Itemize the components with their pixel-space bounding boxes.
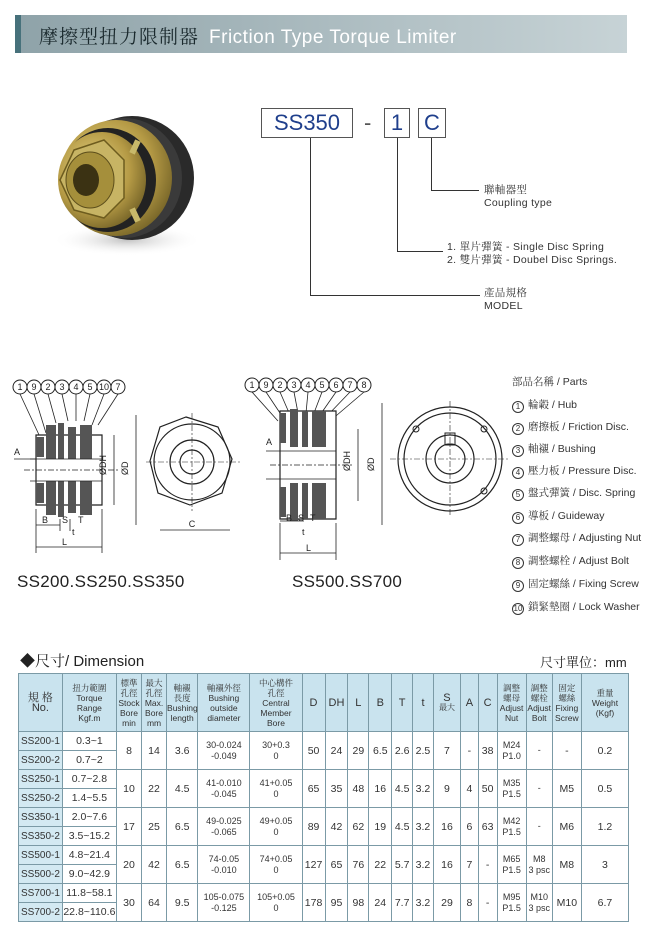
dim-label-DH: ØDH [342, 451, 352, 471]
product-photo [32, 100, 202, 260]
max-bore-cell: 22 [142, 770, 167, 808]
D-cell: 50 [302, 732, 325, 770]
S-cell: 9 [433, 770, 460, 808]
table-row [19, 846, 629, 865]
parts-item [512, 576, 639, 592]
torque-cell: 9.0~42.9 [62, 865, 116, 884]
leader-line [397, 138, 398, 251]
code-dash: - [364, 110, 372, 135]
dim-label-T: T [310, 513, 316, 523]
max-bore-cell: 25 [142, 808, 167, 846]
model-cell: SS500-1 [19, 846, 63, 865]
DH-cell: 95 [325, 884, 348, 922]
bushing-length-cell: 4.5 [167, 770, 198, 808]
C-cell: 38 [478, 732, 497, 770]
part-label: 盤式彈簧 / Disc. Spring [528, 487, 636, 499]
callout-number: 10 [98, 382, 110, 392]
model-zh: 產品規格 [484, 287, 528, 299]
part-number: 3 [512, 445, 524, 457]
L-cell: 62 [348, 808, 369, 846]
t-cell: 3.2 [413, 884, 434, 922]
table-row [19, 732, 629, 751]
col-header-no: 規 格 No. [19, 674, 63, 732]
max-bore-cell: 42 [142, 846, 167, 884]
dim-label-t: t [302, 527, 305, 537]
central-bore-cell: 41+0.05 0 [250, 770, 302, 808]
bushing-od-cell: 41-0.010 -0.045 [198, 770, 250, 808]
code-coupling-box: C [418, 108, 446, 138]
dim-label-S: S [62, 515, 69, 525]
code-spring-box: 1 [384, 108, 410, 138]
table-row [19, 770, 629, 789]
part-number: 5 [512, 489, 524, 501]
parts-item [512, 553, 629, 569]
col-header-fixing-screw: 固定 螺絲 Fixing Screw [552, 674, 581, 732]
part-label: 輪轂 / Hub [528, 399, 578, 411]
col-header-C: C [478, 674, 497, 732]
central-bore-cell: 105+0.05 0 [250, 884, 302, 922]
col-header-stock-bore: 標準 孔徑 Stock Bore min [117, 674, 142, 732]
A-cell: 6 [461, 808, 479, 846]
A-cell: 8 [461, 884, 479, 922]
dimension-unit: 尺寸單位：mm [540, 655, 627, 670]
table-row [19, 808, 629, 827]
model-cell: SS350-1 [19, 808, 63, 827]
t-cell: 3.2 [413, 808, 434, 846]
col-header-max-bore: 最大 孔徑 Max. Bore mm [142, 674, 167, 732]
part-label: 磨擦板 / Friction Disc. [528, 421, 629, 433]
parts-item [512, 599, 640, 615]
model-annotation [484, 287, 527, 313]
leader-line [431, 190, 479, 191]
callout-number: 4 [73, 382, 79, 392]
C-cell: - [478, 884, 497, 922]
part-label: 調整螺母 / Adjusting Nut [528, 532, 642, 544]
callout-number: 7 [115, 382, 121, 392]
dim-label-B: B [286, 513, 293, 523]
T-cell: 5.7 [392, 846, 413, 884]
S-cell: 16 [433, 846, 460, 884]
adjust-bolt-cell: - [526, 732, 552, 770]
right-model-label: SS500.SS700 [292, 572, 403, 591]
bushing-length-cell: 9.5 [167, 884, 198, 922]
central-bore-cell: 49+0.05 0 [250, 808, 302, 846]
dimension-title: ◆尺寸/ Dimension [20, 653, 145, 670]
fixing-screw-cell: M8 [552, 846, 581, 884]
S-cell: 29 [433, 884, 460, 922]
stock-bore-cell: 10 [117, 770, 142, 808]
dim-label-D: ØD [120, 461, 130, 475]
code-model-box: SS350 [261, 108, 353, 138]
col-header-A: A [461, 674, 479, 732]
left-model-label: SS200.SS250.SS350 [17, 572, 185, 591]
col-header-B: B [369, 674, 392, 732]
torque-cell: 0.7~2 [62, 751, 116, 770]
spring-option-2: 2. 雙片彈簧 - Doubel Disc Springs. [447, 254, 618, 266]
adjust-nut-cell: M42 P1.5 [497, 808, 526, 846]
parts-item [512, 419, 629, 435]
max-bore-cell: 64 [142, 884, 167, 922]
central-bore-cell: 74+0.05 0 [250, 846, 302, 884]
callout-number: 2 [277, 380, 283, 390]
L-cell: 76 [348, 846, 369, 884]
col-header-bushing-od: 軸襯外徑 Bushing outside diameter [198, 674, 250, 732]
dim-label-DH: ØDH [98, 455, 108, 475]
parts-item [512, 530, 641, 546]
DH-cell: 42 [325, 808, 348, 846]
bushing-length-cell: 3.6 [167, 732, 198, 770]
stock-bore-cell: 30 [117, 884, 142, 922]
dim-label-L: L [306, 543, 312, 553]
coupling-annotation [484, 184, 552, 210]
C-cell: 63 [478, 808, 497, 846]
dim-label-T: T [78, 515, 84, 525]
A-cell: 4 [461, 770, 479, 808]
C-cell: 50 [478, 770, 497, 808]
T-cell: 2.6 [392, 732, 413, 770]
callout-number: 5 [87, 382, 93, 392]
bushing-od-cell: 74-0.05 -0.010 [198, 846, 250, 884]
T-cell: 7.7 [392, 884, 413, 922]
dim-label-t: t [72, 527, 75, 537]
spring-annotation [447, 241, 617, 267]
col-header-S: S 最大 [433, 674, 460, 732]
max-bore-cell: 14 [142, 732, 167, 770]
callout-number: 3 [59, 382, 65, 392]
part-number: 10 [513, 604, 523, 613]
B-cell: 16 [369, 770, 392, 808]
parts-item [512, 508, 604, 524]
parts-item [512, 463, 637, 479]
col-header-adjust-nut: 調整 螺母 Adjust Nut [497, 674, 526, 732]
parts-item [512, 397, 577, 413]
weight-cell: 6.7 [581, 884, 628, 922]
callout-number: 7 [347, 380, 353, 390]
t-cell: 3.2 [413, 770, 434, 808]
col-header-D: D [302, 674, 325, 732]
model-cell: SS700-2 [19, 903, 63, 922]
stock-bore-cell: 8 [117, 732, 142, 770]
L-cell: 29 [348, 732, 369, 770]
stock-bore-cell: 20 [117, 846, 142, 884]
col-header-L: L [348, 674, 369, 732]
L-cell: 98 [348, 884, 369, 922]
B-cell: 24 [369, 884, 392, 922]
part-label: 導板 / Guideway [528, 510, 605, 522]
callout-number: 5 [319, 380, 325, 390]
title-en: Friction Type Torque Limiter [209, 27, 457, 48]
dim-label-C: C [188, 519, 196, 529]
spring-option-1: 1. 單片彈簧 - Single Disc Spring [447, 241, 605, 253]
torque-cell: 22.8~110.6 [62, 903, 116, 922]
callout-number: 9 [31, 382, 37, 392]
dim-label-S: S [298, 513, 305, 523]
col-header-weight: 重量 Weight (Kgf) [581, 674, 628, 732]
col-header-central-bore: 中心構件 孔徑 Central Member Bore [250, 674, 302, 732]
t-cell: 2.5 [413, 732, 434, 770]
callout-number: 1 [249, 380, 255, 390]
part-label: 軸襯 / Bushing [528, 443, 596, 455]
D-cell: 89 [302, 808, 325, 846]
part-number: 7 [512, 534, 524, 546]
torque-cell: 1.4~5.5 [62, 789, 116, 808]
B-cell: 22 [369, 846, 392, 884]
fixing-screw-cell: M5 [552, 770, 581, 808]
part-number: 4 [512, 467, 524, 479]
dim-label-L: L [62, 537, 68, 547]
A-cell: - [461, 732, 479, 770]
col-header-DH: DH [325, 674, 348, 732]
part-label: 壓力板 / Pressure Disc. [528, 465, 637, 477]
torque-cell: 2.0~7.6 [62, 808, 116, 827]
part-number: 1 [512, 401, 524, 413]
callout-number: 4 [305, 380, 311, 390]
D-cell: 65 [302, 770, 325, 808]
callout-number: 2 [45, 382, 51, 392]
central-bore-cell: 30+0.3 0 [250, 732, 302, 770]
torque-cell: 0.7~2.8 [62, 770, 116, 789]
B-cell: 19 [369, 808, 392, 846]
col-header-t: t [413, 674, 434, 732]
adjust-bolt-cell: - [526, 808, 552, 846]
t-cell: 3.2 [413, 846, 434, 884]
L-cell: 48 [348, 770, 369, 808]
fixing-screw-cell: - [552, 732, 581, 770]
col-header-torque: 扭力範圍 Torque Range Kgf.m [62, 674, 116, 732]
adjust-bolt-cell: M10 3 psc [526, 884, 552, 922]
part-number: 9 [512, 580, 524, 592]
adjust-bolt-cell: M8 3 psc [526, 846, 552, 884]
drawing-large-series [240, 375, 510, 560]
weight-cell: 1.2 [581, 808, 628, 846]
weight-cell: 3 [581, 846, 628, 884]
bushing-od-cell: 30-0.024 -0.049 [198, 732, 250, 770]
C-cell: - [478, 846, 497, 884]
model-cell: SS200-1 [19, 732, 63, 751]
page-header [15, 15, 627, 53]
bushing-length-cell: 6.5 [167, 808, 198, 846]
bushing-od-cell: 49-0.025 -0.065 [198, 808, 250, 846]
model-en: MODEL [484, 300, 523, 312]
dim-label-A: A [14, 447, 21, 457]
part-number: 6 [512, 512, 524, 524]
DH-cell: 35 [325, 770, 348, 808]
torque-cell: 4.8~21.4 [62, 846, 116, 865]
col-header-T: T [392, 674, 413, 732]
dim-label-D: ØD [366, 457, 376, 471]
T-cell: 4.5 [392, 808, 413, 846]
adjust-nut-cell: M65 P1.5 [497, 846, 526, 884]
DH-cell: 24 [325, 732, 348, 770]
weight-cell: 0.5 [581, 770, 628, 808]
leader-line [397, 251, 443, 252]
leader-line [431, 138, 432, 190]
col-header-adjust-bolt: 調整 螺栓 Adjust Bolt [526, 674, 552, 732]
parts-item [512, 441, 596, 457]
bushing-od-cell: 105-0.075 -0.125 [198, 884, 250, 922]
coupling-zh: 聯軸器型 [484, 184, 528, 196]
S-cell: 7 [433, 732, 460, 770]
adjust-nut-cell: M95 P1.5 [497, 884, 526, 922]
callout-number: 9 [263, 380, 269, 390]
callout-number: 3 [291, 380, 297, 390]
model-cell: SS250-2 [19, 789, 63, 808]
D-cell: 127 [302, 846, 325, 884]
adjust-bolt-cell: - [526, 770, 552, 808]
part-label: 鎖緊墊圈 / Lock Washer [528, 601, 640, 613]
stock-bore-cell: 17 [117, 808, 142, 846]
model-cell: SS350-2 [19, 827, 63, 846]
torque-cell: 0.3~1 [62, 732, 116, 751]
col-header-bushing-length: 軸襯 長度 Bushing length [167, 674, 198, 732]
D-cell: 178 [302, 884, 325, 922]
adjust-nut-cell: M35 P1.5 [497, 770, 526, 808]
fixing-screw-cell: M10 [552, 884, 581, 922]
part-number: 2 [512, 423, 524, 435]
leader-line [310, 138, 311, 295]
A-cell: 7 [461, 846, 479, 884]
callout-number: 6 [333, 380, 339, 390]
coupling-en: Coupling type [484, 197, 553, 209]
bushing-length-cell: 6.5 [167, 846, 198, 884]
dim-label-A: A [266, 437, 273, 447]
part-label: 固定螺絲 / Fixing Screw [528, 578, 639, 590]
table-row [19, 884, 629, 903]
drawing-small-series [10, 375, 250, 555]
torque-cell: 11.8~58.1 [62, 884, 116, 903]
dim-label-B: B [42, 515, 49, 525]
model-cell: SS250-1 [19, 770, 63, 789]
title-zh: 摩擦型扭力限制器 [39, 26, 200, 48]
part-label: 調整螺栓 / Adjust Bolt [528, 555, 629, 567]
part-number: 8 [512, 557, 524, 569]
weight-cell: 0.2 [581, 732, 628, 770]
S-cell: 16 [433, 808, 460, 846]
model-cell: SS700-1 [19, 884, 63, 903]
parts-title: 部品名稱 / Parts [512, 376, 588, 388]
parts-item [512, 485, 635, 501]
model-cell: SS200-2 [19, 751, 63, 770]
B-cell: 6.5 [369, 732, 392, 770]
adjust-nut-cell: M24 P1.0 [497, 732, 526, 770]
T-cell: 4.5 [392, 770, 413, 808]
leader-line [310, 295, 480, 296]
page-title [39, 22, 457, 49]
callout-number: 8 [361, 380, 367, 390]
dimension-table [18, 673, 629, 922]
callout-number: 1 [17, 382, 23, 392]
DH-cell: 65 [325, 846, 348, 884]
fixing-screw-cell: M6 [552, 808, 581, 846]
model-cell: SS500-2 [19, 865, 63, 884]
torque-cell: 3.5~15.2 [62, 827, 116, 846]
